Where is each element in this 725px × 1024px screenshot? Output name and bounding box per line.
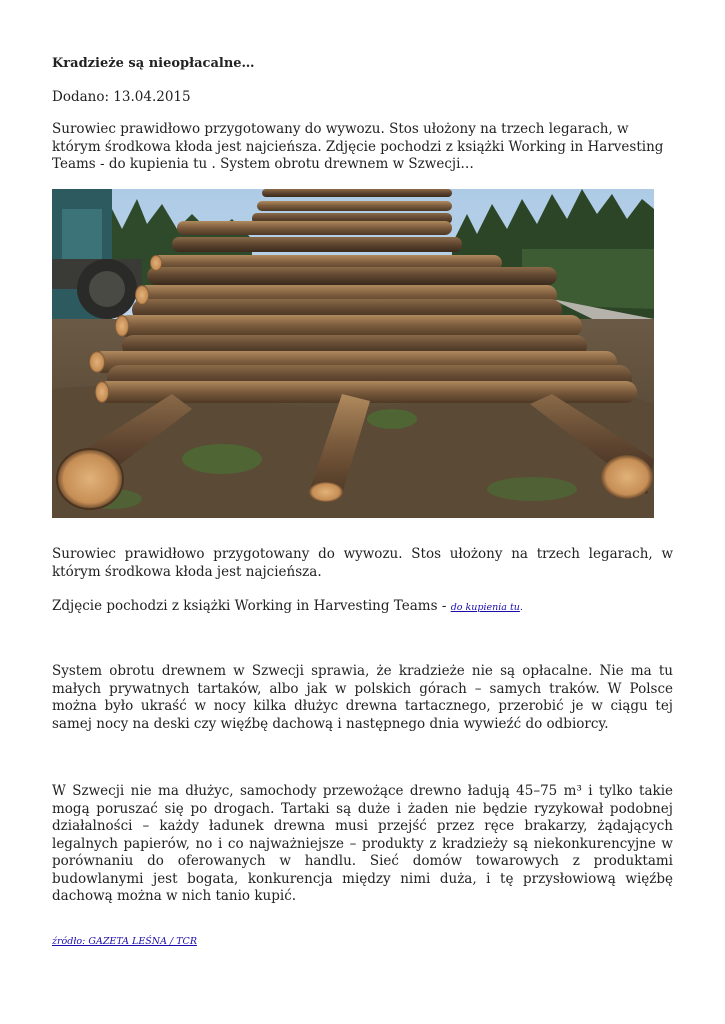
publish-date: Dodano: 13.04.2015 [52,89,191,105]
body-paragraph-2: W Szwecji nie ma dłużyc, samochody przewożące drewno ładują 45–75 m³ i tylko takie mogą poruszać się po drogach. Tartaki są duże i żaden nie będzie ryzykował podobnej działalności – każdy ładunek drewna musi przejść przez ręce brakarzy, żądających legalnych papierów, no i co najważniejsze – produkty z kradzieży są niekonkurencyjne w porównaniu do oferowanych w handlu. Sieć domów towarowych z produktami budowlanymi jest bogata, konkurencja między nimi duża, i tę przysłowiową więźbę dachową można w nich tanio kupić. [52,783,673,904]
article-title: Kradzieże są nieopłacalne… [52,56,255,71]
photo-source-line [52,598,673,617]
photo-caption: Surowiec prawidłowo przygotowany do wywozu. Stos ułożony na trzech legarach, w którym środkowa kłoda jest najcieńsza. [52,546,673,580]
buy-book-link[interactable]: do kupienia tu [450,602,520,613]
photo-source-text: Zdjęcie pochodzi z książki Working in Harvesting Teams - [52,598,451,614]
article-intro: Surowiec prawidłowo przygotowany do wywozu. Stos ułożony na trzech legarach, w którym środkowa kłoda jest najcieńsza. Zdjęcie pochodzi z książki Working in Harvesting Teams - do kupienia tu . System obrotu drewnem w Szwecji… [52,121,664,172]
log-pile-photo [52,189,654,518]
photo-source-end: . [519,602,523,613]
source-link[interactable]: źródło: GAZETA LEŚNA / TCR [52,936,197,947]
body-paragraph-1: System obrotu drewnem w Szwecji sprawia, że kradzieże nie są opłacalne. Nie ma tu małych prywatnych tartaków, albo jak w polskich górach – samych traków. W Polsce można było ukraść w nocy kilka dłużyc drewna tartacznego, przerobić je w ciągu tej samej nocy na deski czy więźbę dachową i następnego dnia wywieźć do odbiorcy. [52,663,673,732]
